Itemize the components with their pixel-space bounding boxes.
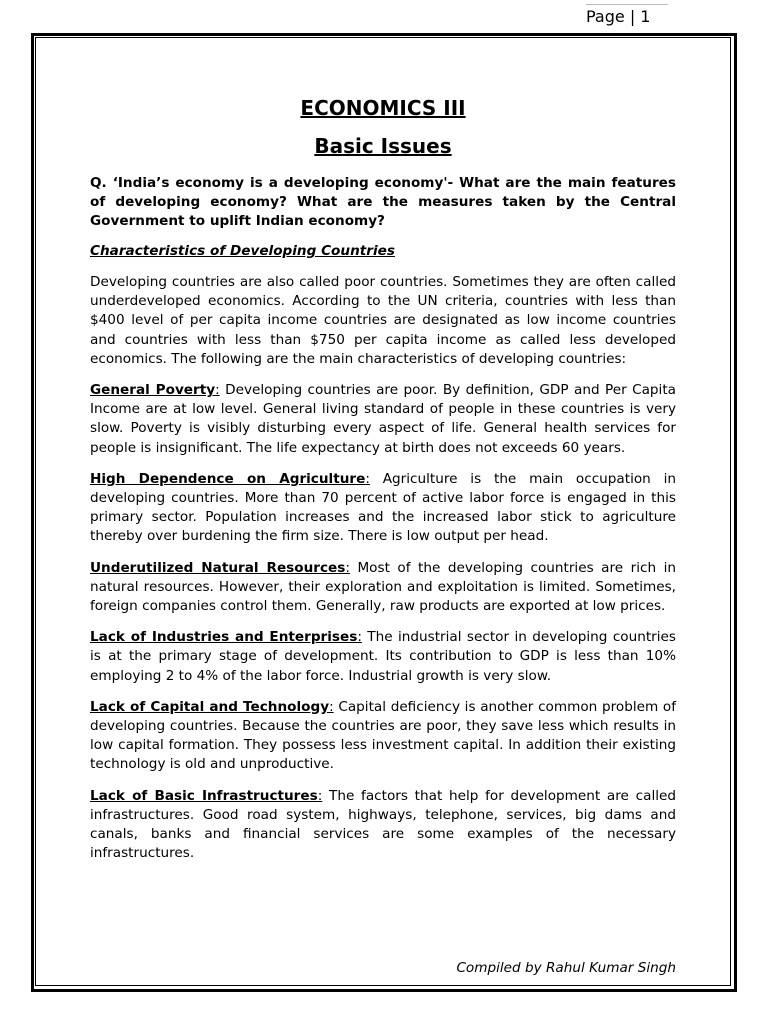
feature-colon: : xyxy=(345,559,350,576)
compiled-by-footer: Compiled by Rahul Kumar Singh xyxy=(456,960,676,976)
feature-colon: : xyxy=(357,629,362,646)
feature-text: Developing countries are poor. By definition, GDP and Per Capita Income are at low level. General living standard of people in these countries is very slow. Poverty is visibly disturbing every aspect of life. General health services for people is insignificant. The life expectancy at birth does not exceeds 60 years. xyxy=(90,382,676,456)
feature-text: Most of the developing countries are rich in natural resources. However, their exploration and exploitation is limited. Sometimes, foreign companies control them. Generally, raw products are exported at low prices. xyxy=(90,559,677,615)
feature-general-poverty xyxy=(90,381,676,458)
feature-text: Capital deficiency is another common problem of developing countries. Because the countries are poor, they save less which results in low capital formation. They possess less investment capital. In addition their existing technology is old and unproductive. xyxy=(90,698,676,773)
feature-colon: : xyxy=(317,787,323,804)
feature-industries xyxy=(90,628,676,686)
page-number: Page | 1 xyxy=(586,4,668,29)
feature-term: Lack of Basic Infrastructures xyxy=(90,787,318,804)
document-subtitle: Basic Issues xyxy=(314,134,452,158)
feature-text: The factors that help for development are called infrastructures. Good road system, highways, telephone, services, big dams and canals, banks and financial services are some examples of the necessary infrastructures. xyxy=(90,787,676,862)
question-text: Q. ‘India’s economy is a developing economy'- What are the main features of developing economy? What are the measures taken by the Central Government to uplift Indian economy? xyxy=(90,175,676,229)
feature-term: Lack of Industries and Enterprises xyxy=(90,629,358,646)
intro-paragraph: Developing countries are also called poor countries. Sometimes they are often called underdeveloped economics. According to the UN criteria, countries with less than $400 level of per capita income countries are designated as low income countries and countries with less than $750 per capita income as called less developed economics. The following are the main characteristics of developing countries: xyxy=(90,274,676,367)
feature-term: Lack of Capital and Technology xyxy=(90,698,330,715)
section-heading: Characteristics of Developing Countries xyxy=(90,243,395,259)
document-title: ECONOMICS III xyxy=(300,96,466,120)
feature-agriculture xyxy=(90,470,676,547)
feature-colon: : xyxy=(215,382,220,399)
document-body xyxy=(90,90,676,863)
feature-capital-technology xyxy=(90,698,676,775)
feature-natural-resources xyxy=(90,559,676,617)
feature-term: Underutilized Natural Resources xyxy=(90,559,346,576)
feature-colon: : xyxy=(365,470,370,487)
feature-colon: : xyxy=(329,698,334,715)
feature-text: The industrial sector in developing countries is at the primary stage of development. Its contribution to GDP is less than 10% employing 2 to 4% of the labor force. Industrial growth is very slow. xyxy=(90,629,676,684)
feature-term: General Poverty xyxy=(90,382,216,399)
feature-text: Agriculture is the main occupation in developing countries. More than 70 percent of active labor force is engaged in this primary sector. Population increases and the increased labor stick to agriculture thereby over burdening the firm size. There is low output per head. xyxy=(90,470,676,545)
feature-term: High Dependence on Agriculture xyxy=(90,470,366,487)
feature-infrastructures xyxy=(90,787,676,864)
